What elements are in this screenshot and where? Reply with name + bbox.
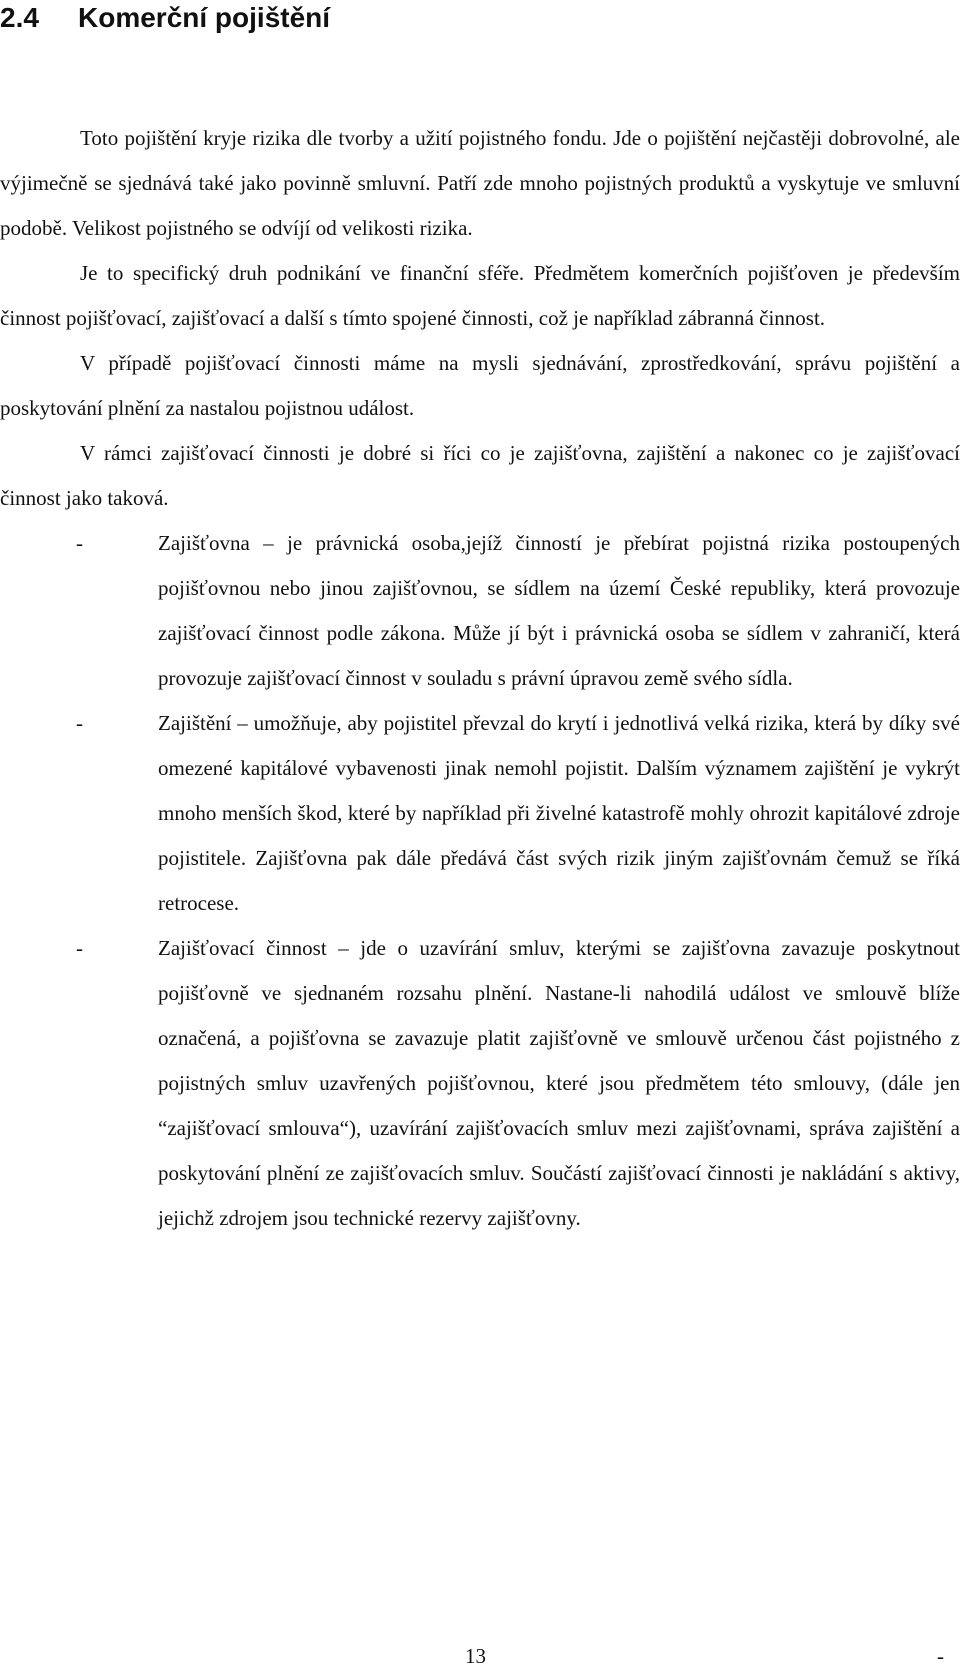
list-item [0,701,960,926]
document-body [0,116,960,1241]
definition-list [0,521,960,1241]
list-bullet: - [76,936,83,960]
paragraph: Je to specifický druh podnikání ve finanční sféře. Předmětem komerčních pojišťoven je především činnost pojišťovací, zajišťovací a další s tímto spojené činnosti, což je například zábranná činnost. [0,261,960,330]
page-footer [0,1636,960,1676]
page-number: 13 [465,1644,486,1668]
list-item [0,926,960,1241]
paragraph: V případě pojišťovací činnosti máme na mysli sjednávání, zprostředkování, správu pojištění a poskytování plnění za nastalou pojistnou událost. [0,351,960,420]
list-item [0,521,960,701]
section-heading [0,0,330,36]
footer-dash: - [937,1644,944,1668]
section-number: 2.4 [0,2,39,33]
list-bullet: - [76,531,83,555]
list-item-text: Zajištění – umožňuje, aby pojistitel převzal do krytí i jednotlivá velká rizika, která by díky své omezené kapitálové vybavenosti jinak nemohl pojistit. Dalším významem zajištění je vykrýt mnoho menších škod, které by například při živelné katastrofě mohly ohrozit kapitálové zdroje pojistitele. Zajišťovna pak dále předává část svých rizik jiným zajišťovnám čemuž se říká retrocese. [158,711,960,915]
list-item-text: Zajišťovna – je právnická osoba,jejíž činností je přebírat pojistná rizika postoupených pojišťovnou nebo jinou zajišťovnou, se sídlem na území České republiky, která provozuje zajišťovací činnost podle zákona. Může jí být i právnická osoba se sídlem v zahraničí, která provozuje zajišťovací činnost v souladu s právní úpravou země svého sídla. [158,531,960,690]
paragraph: V rámci zajišťovací činnosti je dobré si říci co je zajišťovna, zajištění a nakonec co je zajišťovací činnost jako taková. [0,441,960,510]
list-item-text: Zajišťovací činnost – jde o uzavírání smluv, kterými se zajišťovna zavazuje poskytnout pojišťovně ve sjednaném rozsahu plnění. Nastane-li nahodilá událost ve smlouvě blíže označená, a pojišťovna se zavazuje platit zajišťovně ve smlouvě určenou část pojistného z pojistných smluv uzavřených pojišťovnou, které jsou předmětem této smlouvy, (dále jen “zajišťovací smlouva“), uzavírání zajišťovacích smluv mezi zajišťovnami, správa zajištění a poskytování plnění ze zajišťovacích smluv. Součástí zajišťovací činnosti je nakládání s aktivy, jejichž zdrojem jsou technické rezervy zajišťovny. [158,936,960,1230]
list-bullet: - [76,711,83,735]
section-title: Komerční pojištění [78,2,331,33]
paragraph: Toto pojištění kryje rizika dle tvorby a užití pojistného fondu. Jde o pojištění nejčastěji dobrovolné, ale výjimečně se sjednává také jako povinně smluvní. Patří zde mnoho pojistných produktů a vyskytuje ve smluvní podobě. Velikost pojistného se odvíjí od velikosti rizika. [0,126,960,240]
